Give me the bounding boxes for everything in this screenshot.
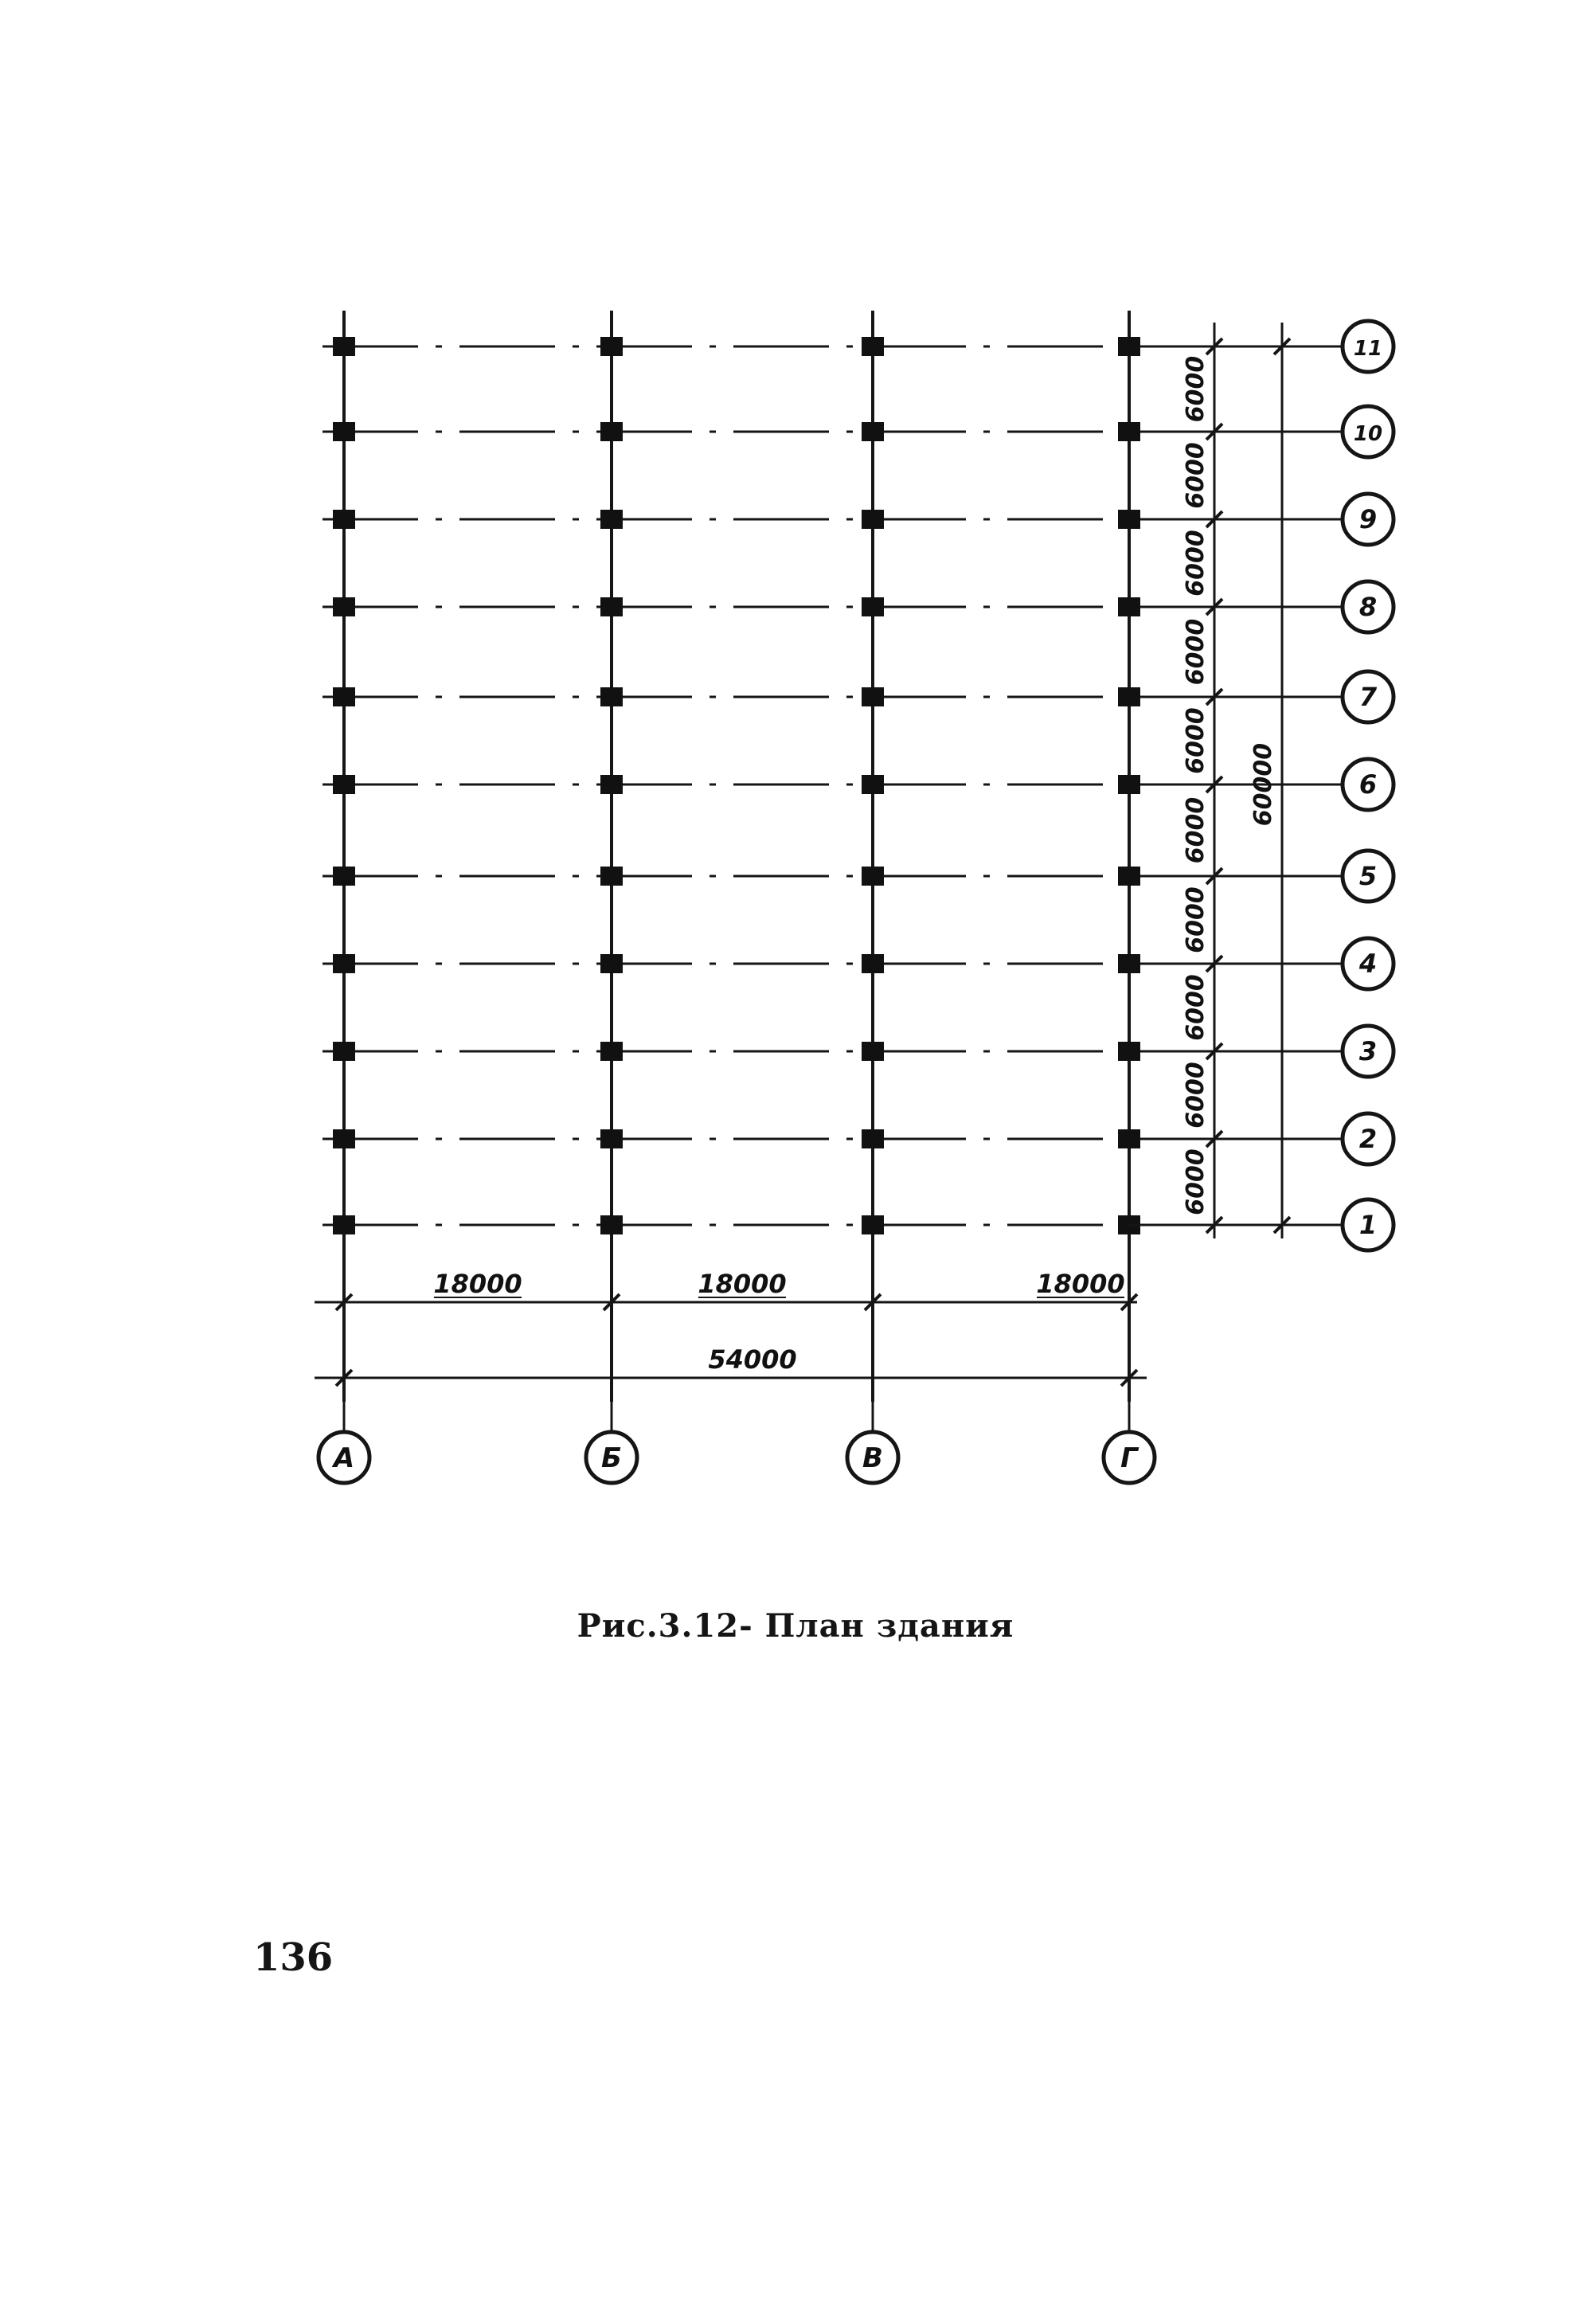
- column-marker: [862, 337, 884, 356]
- bay-dimension-label: 6000: [1182, 1148, 1210, 1215]
- column-marker: [333, 775, 355, 794]
- letter-axis-label: Б: [601, 1442, 622, 1474]
- bay-dimension-label: 6000: [1182, 707, 1210, 774]
- column-marker: [1118, 337, 1140, 356]
- number-axis-label: 9: [1358, 504, 1378, 534]
- letter-axis-label: В: [862, 1442, 883, 1474]
- column-marker: [1118, 687, 1140, 706]
- number-axis-label: 7: [1358, 682, 1378, 712]
- column-marker: [1118, 775, 1140, 794]
- column-marker: [600, 422, 623, 441]
- bay-dimension-label: 6000: [1182, 530, 1210, 597]
- column-marker: [862, 597, 884, 616]
- number-axis-label: 3: [1358, 1036, 1378, 1066]
- column-marker: [862, 422, 884, 441]
- column-marker: [1118, 954, 1140, 973]
- number-axis-label: 1: [1358, 1210, 1378, 1240]
- column-marker: [333, 1042, 355, 1061]
- column-marker: [333, 510, 355, 529]
- column-marker: [600, 687, 623, 706]
- page-number: 136: [253, 1935, 334, 1980]
- number-axis-label: 5: [1358, 861, 1378, 891]
- column-marker: [600, 597, 623, 616]
- dimensions: [315, 323, 1290, 1386]
- total-width-label: 60000: [1249, 742, 1277, 827]
- column-marker: [600, 510, 623, 529]
- column-marker: [1118, 1042, 1140, 1061]
- column-marker: [600, 775, 623, 794]
- axis-bubbles: [319, 321, 1394, 1483]
- column-marker: [333, 337, 355, 356]
- column-marker: [600, 954, 623, 973]
- letter-axis-label: Г: [1120, 1442, 1138, 1474]
- column-marker: [333, 867, 355, 886]
- column-marker: [333, 687, 355, 706]
- bay-dimension-label: 6000: [1182, 442, 1210, 509]
- figure-caption: Рис.3.12- План здания: [577, 1607, 1014, 1645]
- column-marker: [862, 867, 884, 886]
- bay-dimension-label: 6000: [1182, 355, 1210, 423]
- column-marker: [862, 687, 884, 706]
- column-marker: [333, 1129, 355, 1148]
- column-marker: [1118, 1129, 1140, 1148]
- bay-dimension-label: 6000: [1182, 974, 1210, 1041]
- number-axis-label: 4: [1358, 949, 1378, 979]
- bay-dimension-label: 6000: [1182, 1062, 1210, 1129]
- column-marker: [333, 597, 355, 616]
- column-marker: [862, 1042, 884, 1061]
- bay-dimension-label: 6000: [1182, 886, 1210, 953]
- column-marker: [600, 337, 623, 356]
- column-marker: [1118, 867, 1140, 886]
- column-marker: [862, 775, 884, 794]
- bay-dimension-label: 6000: [1182, 796, 1210, 864]
- column-marker: [600, 867, 623, 886]
- span-dimension-label: 18000: [433, 1269, 522, 1299]
- total-length-label: 54000: [708, 1344, 797, 1375]
- column-marker: [1118, 510, 1140, 529]
- letter-axis-label: А: [333, 1442, 355, 1474]
- column-marker: [1118, 597, 1140, 616]
- bay-dimension-label: 6000: [1182, 618, 1210, 686]
- column-marker: [333, 954, 355, 973]
- column-marker: [600, 1042, 623, 1061]
- number-axis-label: 10: [1353, 422, 1383, 446]
- span-dimension-label: 18000: [1036, 1269, 1125, 1299]
- number-axis-label: 8: [1358, 592, 1378, 622]
- column-marker: [862, 954, 884, 973]
- column-marker: [333, 422, 355, 441]
- column-marker: [1118, 422, 1140, 441]
- column-marker: [862, 1129, 884, 1148]
- span-dimension-label: 18000: [698, 1269, 787, 1299]
- column-marker: [600, 1215, 623, 1234]
- number-axis-label: 2: [1358, 1124, 1378, 1154]
- column-marker: [600, 1129, 623, 1148]
- column-marker: [862, 1215, 884, 1234]
- number-axis-label: 6: [1358, 769, 1378, 800]
- number-axis-label: 11: [1353, 337, 1383, 361]
- column-marker: [333, 1215, 355, 1234]
- column-marker: [862, 510, 884, 529]
